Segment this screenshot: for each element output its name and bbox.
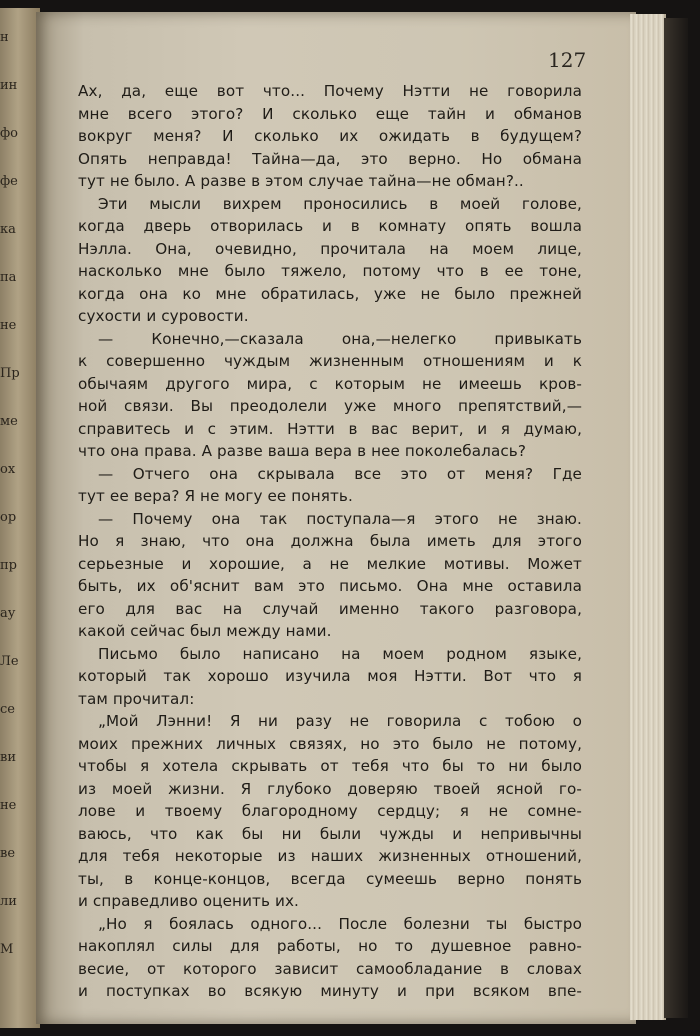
text-line: Эти мысли вихрем проносились в моей голове,	[98, 194, 582, 213]
text-line: и справедливо оценить их.	[78, 892, 299, 910]
text-line: Опять неправда! Тайна—да, это верно. Но обмана	[78, 149, 582, 168]
text-line: лове и твоему благородному сердцу; я не сомне-	[78, 802, 582, 820]
previous-page-fragment: ин	[0, 78, 18, 93]
previous-page-fragment: па	[0, 270, 17, 285]
text-line: — Почему она так поступала—я этого не знаю.	[98, 509, 582, 528]
previous-page-fragment: Ле	[0, 654, 19, 669]
previous-page-fragment: пр	[0, 558, 17, 573]
previous-page-fragment: се	[0, 702, 15, 717]
text-line: весие, от которого зависит самообладание в словах	[78, 959, 582, 978]
text-line: к совершенно чуждым жизненным отношениям и к	[78, 352, 582, 370]
text-line: Письмо было написано на моем родном языке,	[98, 644, 582, 663]
page-stack-shadow	[664, 18, 688, 1018]
text-line: там прочитал:	[78, 689, 195, 708]
previous-page-fragment: ка	[0, 222, 16, 237]
text-line: тут не было. А разве в этом случае тайна—не обман?..	[78, 172, 524, 190]
text-line: вокруг меня? И сколько их ожидать в будущем?	[78, 127, 582, 145]
text-line: — Отчего она скрывала все это от меня? Где	[98, 464, 582, 483]
previous-page-edge	[0, 8, 40, 1028]
page-text	[78, 80, 582, 1003]
text-line: обычаям другого мира, с которым не имеешь кров-	[78, 374, 582, 393]
previous-page-fragment: ви	[0, 750, 16, 765]
previous-page-fragment: не	[0, 318, 17, 333]
text-line: чтобы я хотела скрывать от тебя что бы то ни было	[78, 757, 582, 775]
text-line: ваюсь, что как бы ни были чужды и непривычны	[78, 824, 582, 843]
previous-page-fragment: ли	[0, 894, 17, 909]
previous-page-fragment: ор	[0, 510, 17, 525]
text-line: „Мой Лэнни! Я ни разу не говорила с тобою о	[98, 712, 582, 730]
text-line: когда она ко мне обратилась, уже не было прежней	[78, 284, 582, 303]
text-line: Ах, да, еще вот что... Почему Нэтти не говорила	[78, 82, 582, 100]
text-line: серьезные и хорошие, а не мелкие мотивы. Может	[78, 554, 582, 573]
text-line: „Но я боялась одного... После болезни ты быстро	[98, 914, 582, 933]
text-line: для тебя некоторые из наших жизненных отношений,	[78, 847, 582, 865]
text-line: его для вас на случай именно такого разговора,	[78, 599, 582, 618]
previous-page-fragment: ме	[0, 414, 18, 429]
previous-page-fragment: фо	[0, 126, 19, 141]
page-stack-edge	[630, 14, 666, 1020]
text-line: — Конечно,—сказала она,—нелегко привыкать	[98, 329, 582, 348]
text-line: мне всего этого? И сколько еще тайн и обманов	[78, 104, 582, 123]
text-line: ной связи. Вы преодолели уже много препятствий,—	[78, 397, 582, 415]
previous-page-fragment: Пр	[0, 366, 20, 381]
text-line: быть, их об'яснит вам это письмо. Она мне оставила	[78, 577, 582, 595]
book-page	[36, 12, 636, 1024]
text-line: из моей жизни. Я глубоко доверяю твоей ясной го-	[78, 779, 582, 798]
text-line: и поступках во всякую минуту и при всяком впе-	[78, 982, 582, 1000]
text-line: какой сейчас был между нами.	[78, 622, 332, 640]
previous-page-fragment: ау	[0, 606, 16, 621]
text-line: моих прежних личных связях, но это было не потому,	[78, 734, 582, 753]
text-line: накоплял силы для работы, но то душевное равно-	[78, 937, 582, 955]
previous-page-fragment: не	[0, 798, 17, 813]
text-line: тут ее вера? Я не могу ее понять.	[78, 487, 353, 505]
text-line: Нэлла. Она, очевидно, прочитала на моем лице,	[78, 239, 582, 258]
text-line: Но я знаю, что она должна была иметь для этого	[78, 532, 582, 550]
text-line: насколько мне было тяжело, потому что в ее тоне,	[78, 262, 582, 280]
text-line: справитесь и с этим. Нэтти в вас верит, и я думаю,	[78, 419, 582, 438]
text-line: когда дверь отворилась и в комнату опять вошла	[78, 217, 582, 235]
text-line: сухости и суровости.	[78, 307, 249, 325]
text-line: который так хорошо изучила моя Нэтти. Вот что я	[78, 667, 582, 685]
previous-page-fragment: ох	[0, 462, 16, 477]
previous-page-fragment: ве	[0, 846, 16, 861]
text-line: ты, в конце-концов, всегда сумеешь верно понять	[78, 869, 582, 888]
text-line: что она права. А разве ваша вера в нее поколебалась?	[78, 442, 527, 460]
page-number: 127	[548, 48, 587, 72]
previous-page-fragment: н	[0, 30, 9, 45]
previous-page-fragment: М	[0, 942, 14, 957]
previous-page-fragment: фе	[0, 174, 18, 189]
